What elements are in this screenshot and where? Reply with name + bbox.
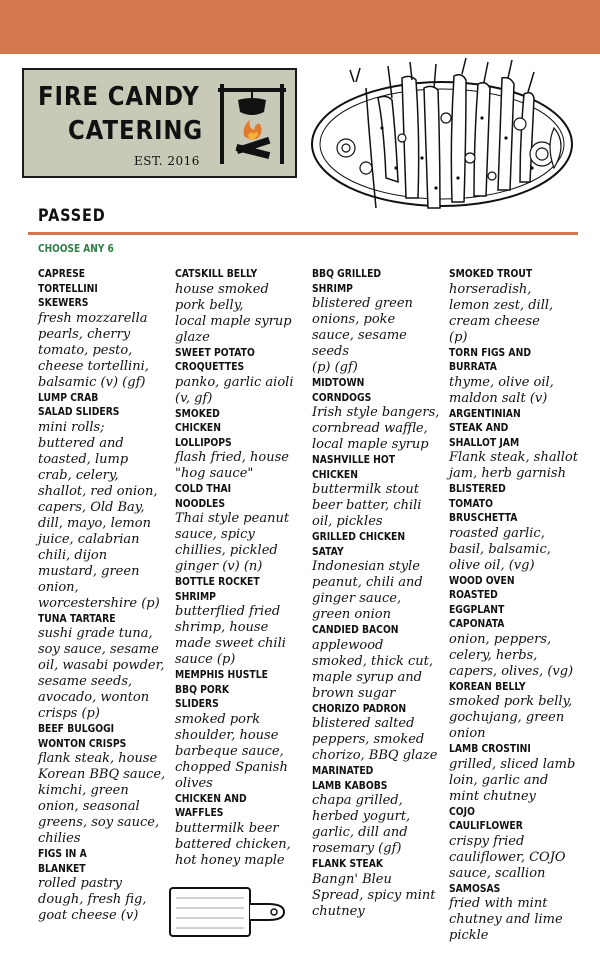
menu-item-name: TUNA TARTARE — [38, 611, 116, 625]
menu-item-description: sushi grade tuna, soy sauce, sesame oil, wasabi powder, sesame seeds, avocado, wonton crisps (p) — [38, 626, 165, 721]
menu-item-description: buttermilk stout beer batter, chili oil, pickles — [312, 482, 422, 529]
menu-item-description: blistered green onions, poke sauce, sesame seeds (p) (gf) — [312, 296, 413, 375]
top-banner — [0, 0, 600, 54]
menu-item-description: Flank steak, shallot jam, herb garnish — [449, 450, 578, 481]
menu-item-description: chapa grilled, herbed yogurt, garlic, dill and rosemary (gf) — [312, 793, 411, 856]
menu-item-name: KOREAN BELLY — [449, 679, 526, 693]
menu-item-name: CATSKILL BELLY — [175, 267, 258, 280]
menu-item-description: roasted garlic, basil, balsamic, olive oil, (vg) — [449, 525, 551, 573]
menu-item-description: rolled pastry dough, fresh fig, goat cheese (v) — [38, 876, 147, 923]
menu-item — [175, 575, 307, 668]
logo-line-1: FIRE CANDY — [38, 82, 200, 112]
menu-item — [449, 742, 579, 805]
menu-item-description: blistered salted peppers, smoked chorizo, BBQ glaze — [312, 716, 438, 763]
menu-item-name: COLD THAI NOODLES — [175, 482, 232, 510]
menu-item-description: Irish style bangers, cornbread waffle, local maple syrup — [312, 405, 440, 452]
menu-item — [175, 346, 307, 407]
menu-item — [175, 482, 307, 575]
menu-item-name: MIDTOWN CORNDOGS — [312, 376, 372, 404]
menu-item — [449, 407, 579, 483]
menu-item-description: buttermilk beer battered chicken, hot honey maple — [175, 820, 291, 868]
menu-item-description: panko, garlic aioli (v, gf) — [175, 374, 294, 406]
menu-item-description: horseradish, lemon zest, dill, cream cheese (p) — [449, 281, 554, 345]
vegetable-platter-illustration — [306, 58, 578, 218]
menu-item-name: SAMOSAS — [449, 881, 501, 895]
menu-item — [449, 680, 579, 743]
menu-item-name: TORN FIGS AND BURRATA — [449, 345, 531, 373]
menu-column-2 — [175, 267, 307, 869]
menu-item-name: BOTTLE ROCKET SHRIMP — [175, 575, 260, 603]
menu-item-description: crispy fried cauliflower, COJO sauce, scallion — [449, 833, 566, 881]
menu-item — [175, 668, 307, 792]
menu-item-name: BEEF BULGOGI WONTON CRISPS — [38, 722, 127, 750]
cutting-board-icon — [168, 884, 288, 940]
menu-item-name: WOOD OVEN ROASTED EGGPLANT CAPONATA — [449, 573, 515, 630]
menu-item-name: COJO CAULIFLOWER — [449, 804, 523, 832]
menu-item — [38, 391, 166, 612]
menu-item-name: ARGENTINIAN STEAK AND SHALLOT JAM — [449, 406, 521, 449]
menu-item-name: GRILLED CHICKEN SATAY — [312, 530, 406, 558]
logo-line-2: CATERING — [68, 116, 204, 146]
menu-item-description: house smoked pork belly, local maple syrup glaze — [175, 281, 292, 345]
menu-item — [175, 407, 307, 483]
menu-item-name: BLISTERED TOMATO BRUSCHETTA — [449, 482, 518, 524]
menu-item — [38, 722, 166, 847]
menu-item — [175, 267, 307, 346]
menu-column-1 — [38, 267, 166, 924]
menu-item — [312, 623, 442, 702]
menu-item-name: MEMPHIS HUSTLE BBQ PORK SLIDERS — [175, 668, 268, 710]
menu-item-description: smoked pork shoulder, house barbeque sauce, chopped Spanish olives — [175, 711, 288, 791]
menu-item — [175, 792, 307, 869]
menu-item-description: onion, peppers, celery, herbs, capers, olives, (vg) — [449, 631, 574, 679]
menu-item — [449, 882, 579, 945]
menu-item-description: Bangn' Bleu Spread, spicy mint chutney — [312, 871, 436, 919]
menu-item-name: CHORIZO PADRON — [312, 701, 407, 715]
menu-item — [449, 574, 579, 680]
menu-item — [38, 612, 166, 723]
menu-column-3 — [312, 267, 442, 920]
menu-item-description: Thai style peanut sauce, spicy chillies, pickled ginger (v) (n) — [175, 511, 290, 574]
menu-item — [312, 764, 442, 857]
menu-item — [38, 267, 166, 391]
menu-item — [312, 376, 442, 453]
menu-item-name: FLANK STEAK — [312, 857, 384, 870]
menu-item — [449, 267, 579, 346]
menu-item-description: flash fried, house "hog sauce" — [175, 450, 289, 481]
menu-item-description: applewood smoked, thick cut, maple syrup and brown sugar — [312, 637, 434, 701]
menu-item-name: CAPRESE TORTELLINI SKEWERS — [38, 267, 98, 309]
menu-item-name: LAMB CROSTINI — [449, 742, 531, 755]
menu-item-name: FIGS IN A BLANKET — [38, 847, 87, 875]
menu-item-name: SMOKED TROUT — [449, 267, 533, 280]
menu-item-description: flank steak, house Korean BBQ sauce, kimchi, green onion, seasonal greens, soy sauce, chilies — [38, 751, 166, 846]
menu-item-name: LUMP CRAB SALAD SLIDERS — [38, 390, 120, 418]
menu-item — [312, 702, 442, 765]
campfire-cauldron-icon — [214, 78, 290, 170]
menu-item-description: fresh mozzarella pearls, cherry tomato, pesto, cheese tortellini, balsamic (v) (gf) — [38, 310, 149, 390]
menu-item-name: CANDIED BACON — [312, 623, 399, 636]
menu-item-description: butterflied fried shrimp, house made sweet chili sauce (p) — [175, 604, 286, 667]
menu-item-description: thyme, olive oil, maldon salt (v) — [449, 374, 554, 406]
menu-item-description: grilled, sliced lamb loin, garlic and mint chutney — [449, 756, 576, 804]
section-title: PASSED — [38, 206, 106, 226]
logo — [22, 68, 297, 178]
menu-item-name: SWEET POTATO CROQUETTES — [175, 345, 255, 373]
menu-item — [312, 530, 442, 623]
established-year: EST. 2016 — [134, 154, 200, 168]
menu-item — [449, 346, 579, 407]
menu-item — [449, 805, 579, 882]
menu-column-4 — [449, 267, 579, 944]
menu-item — [312, 857, 442, 920]
menu-item — [312, 267, 442, 376]
section-divider — [28, 232, 578, 235]
menu-item-name: CHICKEN AND WAFFLES — [175, 791, 247, 819]
menu-item-description: smoked pork belly, gochujang, green onion — [449, 694, 573, 741]
menu-item-description: Indonesian style peanut, chili and ginger sauce, green onion — [312, 559, 423, 622]
choose-instruction: CHOOSE ANY 6 — [38, 242, 114, 255]
menu-item-description: fried with mint chutney and lime pickle — [449, 896, 563, 943]
menu-item-name: MARINATED LAMB KABOBS — [312, 764, 388, 792]
menu-item-name: BBQ GRILLED SHRIMP — [312, 267, 382, 295]
menu-item — [449, 482, 579, 574]
menu-item — [38, 847, 166, 924]
menu-item-name: SMOKED CHICKEN LOLLIPOPS — [175, 406, 232, 449]
menu-item-description: mini rolls; buttered and toasted, lump crab, celery, shallot, red onion, capers, Old Bay, dill, mayo, lemon juice, calabrian chili, dijon mustard, green onion, worcestershire (p) — [38, 419, 160, 611]
menu-item-name: NASHVILLE HOT CHICKEN — [312, 453, 396, 481]
menu-item — [312, 453, 442, 530]
